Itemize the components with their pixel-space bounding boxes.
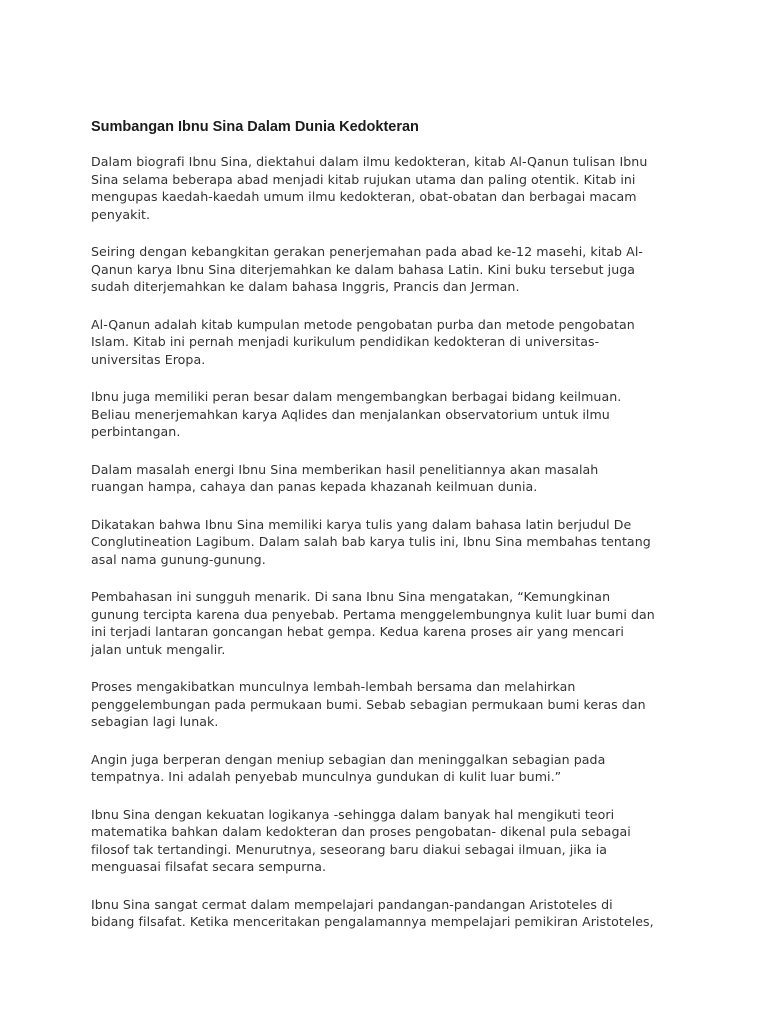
paragraph: [91, 516, 691, 569]
paragraph: [91, 316, 691, 369]
paragraph: [91, 243, 691, 296]
paragraph-line: universitas Eropa.: [91, 351, 206, 367]
paragraph-line: jalan untuk mengalir.: [91, 641, 226, 657]
paragraph-line: Pembahasan ini sungguh menarik. Di sana Ibnu Sina mengatakan, “Kemungkinan: [91, 589, 611, 604]
paragraph-line: Qanun karya Ibnu Sina diterjemahkan ke dalam bahasa Latin. Kini buku tersebut juga: [91, 261, 636, 277]
paragraph-line: penyakit.: [91, 206, 151, 222]
paragraph-line: Dalam masalah energi Ibnu Sina memberikan hasil penelitiannya akan masalah: [91, 461, 599, 477]
paragraph-line: menguasai filsafat secara sempurna.: [91, 859, 327, 874]
paragraph-line: matematika bahkan dalam kedokteran dan proses pengobatan- dikenal pula sebagai: [91, 824, 631, 839]
paragraph: [91, 678, 691, 731]
paragraph-line: sudah diterjemahkan ke dalam bahasa Inggris, Prancis dan Jerman.: [91, 279, 520, 294]
paragraph-line: Islam. Kitab ini pernah menjadi kurikulum pendidikan kedokteran di universitas-: [91, 334, 600, 349]
paragraph-line: Seiring dengan kebangkitan gerakan penerjemahan pada abad ke-12 masehi, kitab Al-: [91, 244, 643, 259]
paragraph-line: ini terjadi lantaran goncangan hebat gempa. Kedua karena proses air yang mencari: [91, 624, 624, 639]
paragraph: [91, 153, 691, 223]
paragraph-line: perbintangan.: [91, 424, 181, 439]
paragraph-line: penggelembungan pada permukaan bumi. Sebab sebagian permukaan bumi keras dan: [91, 696, 646, 712]
paragraph-line: Dalam biografi Ibnu Sina, diektahui dalam ilmu kedokteran, kitab Al-Qanun tulisan Ibnu: [91, 154, 648, 169]
paragraph-line: Ibnu Sina dengan kekuatan logikanya -sehingga dalam banyak hal mengikuti teori: [91, 806, 615, 822]
document-body: [91, 153, 691, 931]
paragraph-line: Sina selama beberapa abad menjadi kitab rujukan utama dan paling otentik. Kitab ini: [91, 171, 636, 187]
paragraph-line: asal nama gunung-gunung.: [91, 551, 266, 567]
paragraph-line: Ibnu juga memiliki peran besar dalam mengembangkan berbagai bidang keilmuan.: [91, 389, 622, 404]
paragraph: [91, 588, 691, 658]
paragraph-line: gunung tercipta karena dua penyebab. Pertama menggelembungnya kulit luar bumi dan: [91, 606, 655, 622]
paragraph: [91, 461, 691, 496]
paragraph-line: mengupas kaedah-kaedah umum ilmu kedokteran, obat-obatan dan berbagai macam: [91, 189, 637, 204]
paragraph-line: tempatnya. Ini adalah penyebab munculnya gundukan di kulit luar bumi.”: [91, 769, 562, 784]
document-title: Sumbangan Ibnu Sina Dalam Dunia Kedokteran: [91, 119, 419, 135]
paragraph-line: Ibnu Sina sangat cermat dalam mempelajari pandangan-pandangan Aristoteles di: [91, 896, 613, 912]
paragraph: [91, 388, 691, 441]
paragraph-line: ruangan hampa, cahaya dan panas kepada khazanah keilmuan dunia.: [91, 479, 538, 494]
paragraph-line: Conglutineation Lagibum. Dalam salah bab karya tulis ini, Ibnu Sina membahas tentang: [91, 534, 651, 549]
document-page: [91, 118, 691, 951]
paragraph-line: Dikatakan bahwa Ibnu Sina memiliki karya tulis yang dalam bahasa latin berjudul De: [91, 516, 632, 532]
paragraph-line: Proses mengakibatkan munculnya lembah-lembah bersama dan melahirkan: [91, 679, 576, 694]
paragraph-line: Al-Qanun adalah kitab kumpulan metode pengobatan purba dan metode pengobatan: [91, 316, 635, 332]
paragraph-line: sebagian lagi lunak.: [91, 714, 219, 729]
paragraph: [91, 806, 691, 876]
paragraph-line: filosof tak tertandingi. Menurutnya, seseorang baru diakui sebagai ilmuan, jika ia: [91, 841, 608, 857]
paragraph: [91, 896, 691, 931]
paragraph: [91, 751, 691, 786]
paragraph-line: Angin juga berperan dengan meniup sebagian dan meninggalkan sebagian pada: [91, 751, 606, 767]
paragraph-line: Beliau menerjemahkan karya Aqlides dan menjalankan observatorium untuk ilmu: [91, 406, 610, 422]
paragraph-line: bidang filsafat. Ketika menceritakan pengalamannya mempelajari pemikiran Aristoteles,: [91, 914, 654, 929]
